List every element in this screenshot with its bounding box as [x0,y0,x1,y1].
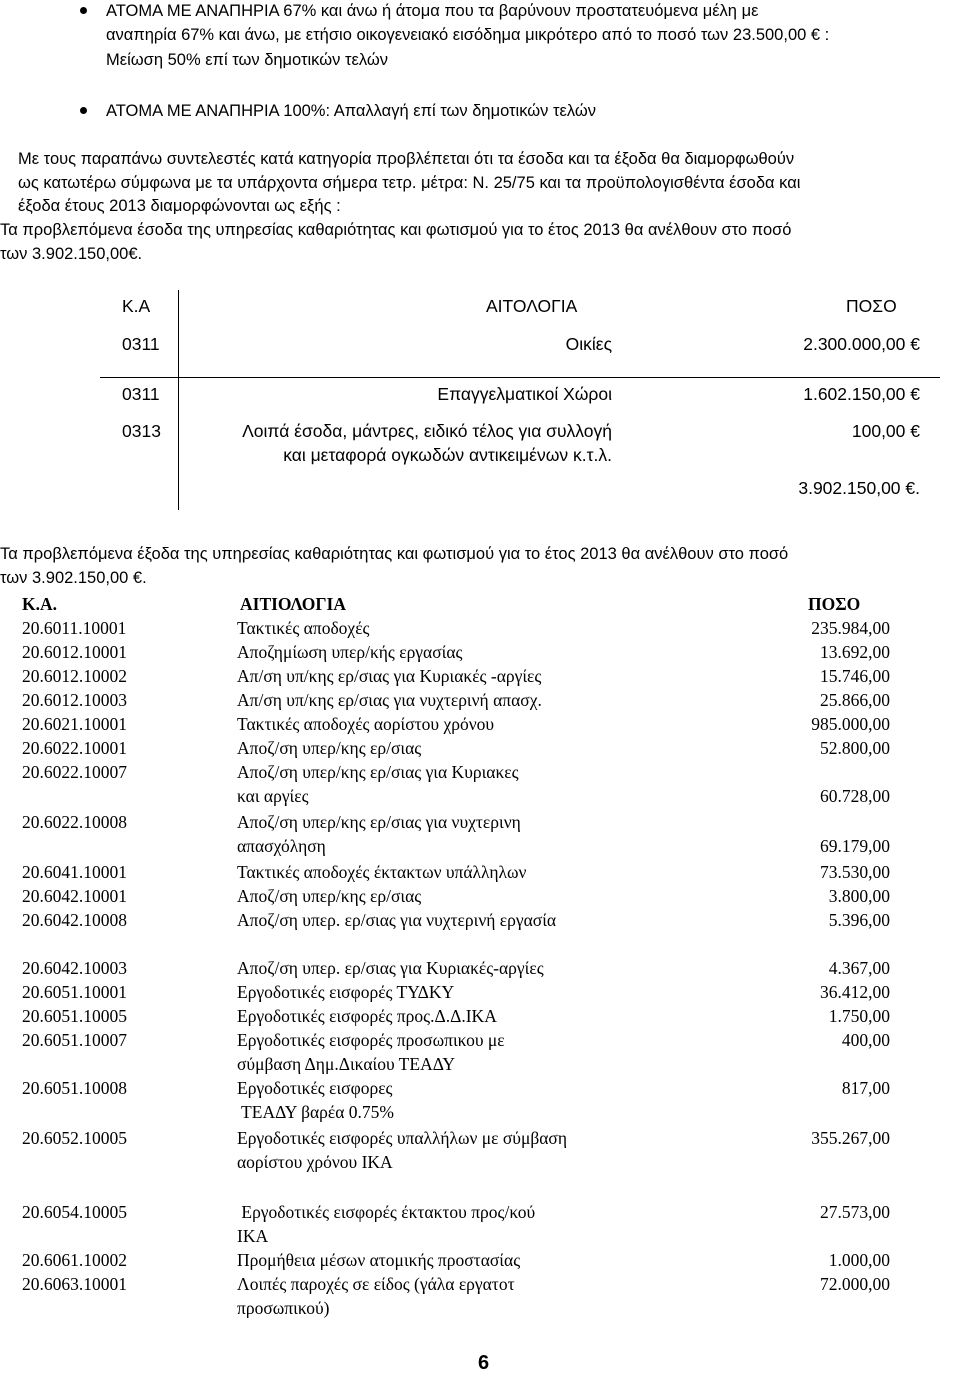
expense-row-code: 20.6054.10005 [22,1202,127,1222]
intro-line-2: ως κατωτέρω σύμφωνα με τα υπάρχοντα σήμερα τετρ. μέτρα: Ν. 25/75 και τα προϋπολογισθέντα έσοδα και [18,174,801,192]
expense-header-reason: ΑΙΤΙΟΛΟΓΙΑ [240,594,346,614]
expense-row-reason: Αποζ/ση υπερ/κης ερ/σιας για Κυριακες [237,762,519,782]
expense-row-reason: Απ/ση υπ/κης ερ/σιας για νυχτερινή απασχ. [237,690,542,710]
table-divider [100,377,940,378]
expense-row-amount: 5.396,00 [828,910,890,930]
revenue-row-reason: Λοιπά έσοδα, μάντρες, ειδικό τέλος για συλλογή [242,421,612,441]
expense-row-reason: Προμήθεια μέσων ατομικής προστασίας [237,1250,521,1270]
expense-row-reason: Αποζ/ση υπερ/κης ερ/σιας [237,738,422,758]
bullet-1-line-2: αναπηρία 67% και άνω, με ετήσιο οικογενειακό εισόδημα μικρότερο από το ποσό των 23.500,00 € : [106,26,830,44]
page-number: 6 [478,1352,490,1374]
revenue-row-code: 0313 [122,421,161,441]
expense-row-reason: Αποζ/ση υπερ. ερ/σιας για νυχτερινή εργασία [237,910,557,930]
expense-row-reason: αορίστου χρόνου ΙΚΑ [237,1152,393,1172]
expense-row-reason: Εργοδοτικές εισφορές υπαλλήλων με σύμβαση [237,1128,568,1148]
expense-row-code: 20.6061.10002 [22,1250,127,1270]
expense-row-code: 20.6052.10005 [22,1128,127,1148]
bullet-dot [80,7,87,14]
expense-row-amount: 817,00 [841,1078,890,1098]
intro-line-3: έξοδα έτους 2013 διαμορφώνονται ως εξής : [18,197,341,215]
expense-header-amount: ΠΟΣΟ [808,594,861,614]
revenue-row-reason: Οικίες [565,334,612,354]
expense-row-reason: Λοιπές παροχές σε είδος (γάλα εργατοτ [237,1274,515,1294]
expense-row-code: 20.6022.10007 [22,762,127,782]
expense-row-amount: 355.267,00 [811,1128,890,1148]
expense-row-code: 20.6042.10008 [22,910,127,930]
revenue-row-amount: 100,00 € [851,421,920,441]
expense-row-reason: Τακτικές αποδοχές έκτακτων υπάλληλων [237,862,527,882]
expense-row-code: 20.6012.10002 [22,666,127,686]
revenue-header-amount: ΠΟΣΟ [846,296,897,316]
bullet-1-line-3: Μείωση 50% επί των δημοτικών τελών [106,51,388,69]
bullet-2-line-1: ΑΤΟΜΑ ΜΕ ΑΝΑΠΗΡΙΑ 100%: Απαλλαγή επί των δημοτικών τελών [106,102,596,120]
expense-row-code: 20.6051.10001 [22,982,127,1002]
expense-row-code: 20.6041.10001 [22,862,127,882]
bullet-dot [80,107,87,114]
revenue-row-amount: 2.300.000,00 € [803,334,920,354]
expense-row-reason: Εργοδοτικές εισφορες [237,1078,393,1098]
expense-row-code: 20.6051.10005 [22,1006,127,1026]
expense-row-code: 20.6042.10001 [22,886,127,906]
table-divider [178,290,179,510]
expense-row-amount: 60.728,00 [820,786,890,806]
revenue-row-reason: Επαγγελματικοί Χώροι [437,384,612,404]
expense-row-reason: Αποζ/ση υπερ/κης ερ/σιας για νυχτερινη [237,812,521,832]
revenue-row-amount: 1.602.150,00 € [803,384,920,404]
expense-row-reason: και αργίες [237,786,309,806]
expense-row-amount: 15.746,00 [820,666,890,686]
expense-row-amount: 36.412,00 [820,982,890,1002]
expense-row-code: 20.6011.10001 [22,618,127,638]
expense-line-2: των 3.902.150,00 €. [0,569,147,587]
bullet-1-line-1: ΑΤΟΜΑ ΜΕ ΑΝΑΠΗΡΙΑ 67% και άνω ή άτομα που τα βαρύνουν προστατευόμενα μέλη με [106,2,759,20]
expense-row-reason: Εργοδοτικές εισφορές ΤΥΔΚΥ [237,982,455,1002]
expense-row-reason: ΙΚΑ [237,1226,269,1246]
expense-row-amount: 985.000,00 [811,714,890,734]
expense-row-reason: Αποζ/ση υπερ. ερ/σιας για Κυριακές-αργίες [237,958,544,978]
expense-row-reason: προσωπικού) [237,1298,330,1318]
expense-row-amount: 400,00 [841,1030,890,1050]
expense-row-amount: 13.692,00 [820,642,890,662]
expense-row-code: 20.6051.10008 [22,1078,127,1098]
intro-line-1: Με τους παραπάνω συντελεστές κατά κατηγορία προβλέπεται ότι τα έσοδα και τα έξοδα θα διαμορφωθούν [18,150,795,168]
revenue-line-1: Τα προβλεπόμενα έσοδα της υπηρεσίας καθαριότητας και φωτισμού για το έτος 2013 θα ανέλθουν στο ποσό [0,221,792,239]
expense-row-reason: Εργοδοτικές εισφορές προς.Δ.Δ.ΙΚΑ [237,1006,497,1026]
revenue-line-2: των 3.902.150,00€. [0,245,143,263]
expense-row-code: 20.6012.10001 [22,642,127,662]
expense-row-reason: Αποζημίωση υπερ/κής εργασίας [237,642,463,662]
expense-row-amount: 235.984,00 [811,618,890,638]
expense-row-amount: 52.800,00 [820,738,890,758]
revenue-header-reason: ΑΙΤΟΛΟΓΙΑ [486,296,578,316]
expense-row-amount: 73.530,00 [820,862,890,882]
expense-row-amount: 25.866,00 [820,690,890,710]
expense-row-code: 20.6022.10008 [22,812,127,832]
expense-row-reason: Εργοδοτικές εισφορές προσωπικου με [237,1030,505,1050]
expense-line-1: Τα προβλεπόμενα έξοδα της υπηρεσίας καθαριότητας και φωτισμού για το έτος 2013 θα ανέλθουν στο ποσό [0,545,789,563]
expense-row-amount: 1.000,00 [828,1250,890,1270]
expense-row-reason: Τακτικές αποδοχές αορίστου χρόνου [237,714,495,734]
expense-row-amount: 3.800,00 [828,886,890,906]
revenue-row-reason: και μεταφορά ογκωδών αντικειμένων κ.τ.λ. [283,445,612,465]
expense-row-amount: 69.179,00 [820,836,890,856]
expense-row-amount: 72.000,00 [820,1274,890,1294]
expense-row-reason: Εργοδοτικές εισφορές έκτακτου προς/κού [237,1202,536,1222]
expense-row-amount: 1.750,00 [828,1006,890,1026]
expense-row-code: 20.6063.10001 [22,1274,127,1294]
expense-row-code: 20.6012.10003 [22,690,127,710]
expense-row-amount: 27.573,00 [820,1202,890,1222]
expense-row-reason: Αποζ/ση υπερ/κης ερ/σιας [237,886,422,906]
expense-row-amount: 4.367,00 [828,958,890,978]
revenue-row-code: 0311 [122,334,160,354]
expense-row-reason: Τακτικές αποδοχές [237,618,370,638]
expense-row-code: 20.6021.10001 [22,714,127,734]
revenue-row-code: 0311 [122,384,160,404]
expense-row-code: 20.6022.10001 [22,738,127,758]
expense-row-code: 20.6042.10003 [22,958,127,978]
expense-header-code: Κ.Α. [22,594,57,614]
revenue-header-code: Κ.Α [122,296,151,316]
expense-row-reason: απασχόληση [237,836,326,856]
expense-row-reason: Απ/ση υπ/κης ερ/σιας για Κυριακές -αργίες [237,666,542,686]
expense-row-code: 20.6051.10007 [22,1030,127,1050]
revenue-total: 3.902.150,00 €. [798,478,920,498]
expense-row-reason: σύμβαση Δημ.Δικαίου ΤΕΑΔΥ [237,1054,455,1074]
expense-row-reason: ΤΕΑΔΥ βαρέα 0.75% [237,1102,394,1122]
